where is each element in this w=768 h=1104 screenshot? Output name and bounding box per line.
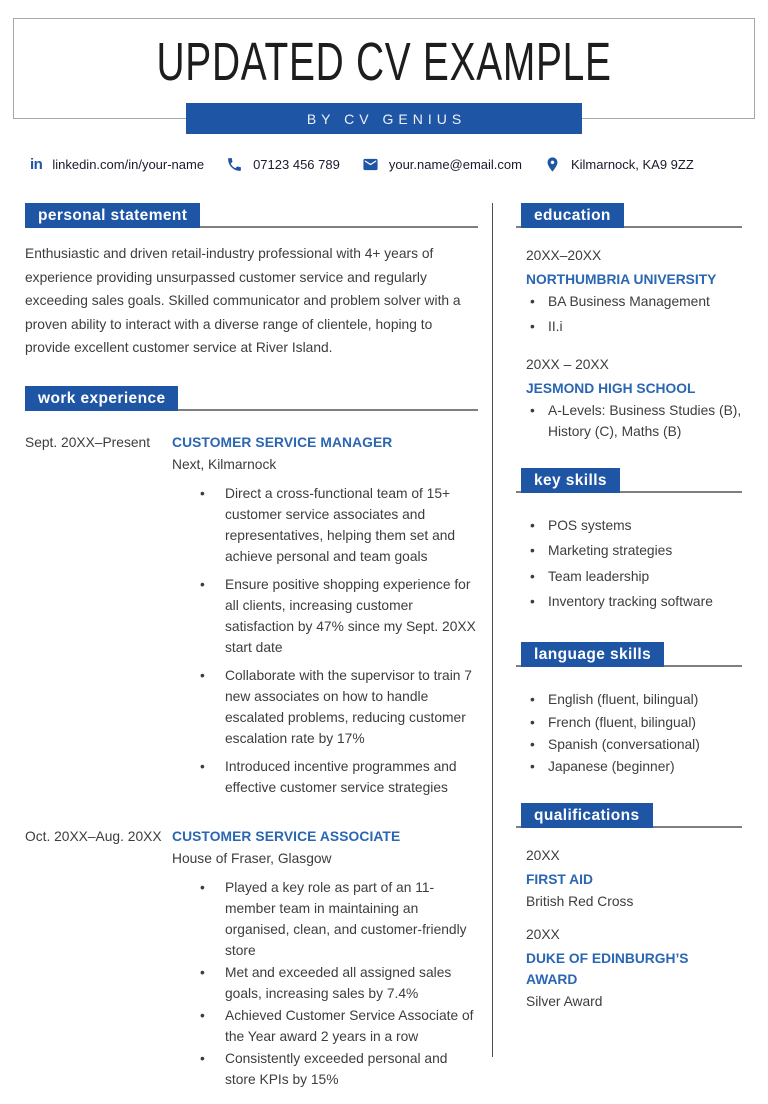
page-title: UPDATED CV EXAMPLE	[156, 31, 612, 92]
section-personal-statement	[25, 203, 478, 360]
key-skill-item: • Team leadership	[526, 566, 742, 587]
job-details	[172, 432, 478, 805]
school-bullet: • II.i	[526, 316, 742, 337]
school-name: JESMOND HIGH SCHOOL	[526, 380, 696, 396]
key-skills-list	[526, 515, 742, 612]
email-label: your.name@email.com	[388, 157, 522, 172]
qualification-title: DUKE OF EDINBURGH’S AWARD	[526, 950, 689, 987]
linkedin-label: linkedin.com/in/your-name	[52, 157, 205, 172]
section-education	[516, 203, 742, 442]
main-content	[0, 203, 768, 1091]
section-language-skills	[516, 642, 742, 777]
linkedin-link[interactable]	[30, 157, 204, 172]
email-link[interactable]	[362, 156, 522, 173]
personal-statement-heading	[25, 203, 478, 228]
work-experience-heading	[25, 386, 478, 411]
job-list	[25, 432, 478, 1091]
job-title: CUSTOMER SERVICE MANAGER	[172, 434, 393, 450]
location-item[interactable]	[544, 156, 694, 173]
section-heading-label: qualifications	[521, 803, 653, 828]
job-dates: Oct. 20XX–Aug. 20XX	[25, 828, 162, 844]
job-bullet: • Introduced incentive programmes and effective customer service strategies	[172, 756, 478, 798]
key-skills-content	[516, 515, 742, 612]
location-pin-icon	[544, 156, 561, 173]
column-divider	[492, 203, 493, 1057]
envelope-icon	[362, 156, 379, 173]
section-heading-label: language skills	[521, 642, 664, 667]
school-list	[516, 245, 742, 442]
section-heading-label: personal statement	[25, 203, 200, 228]
section-work-experience	[25, 386, 478, 1091]
school-bullet-list	[526, 291, 742, 338]
job-title: CUSTOMER SERVICE ASSOCIATE	[172, 828, 401, 844]
byline-banner	[186, 103, 582, 134]
qualification-entry	[526, 924, 742, 1012]
school-bullet: • BA Business Management	[526, 291, 742, 312]
qualification-org: British Red Cross	[526, 893, 634, 909]
right-column	[516, 203, 742, 1091]
qualification-org: Silver Award	[526, 993, 603, 1009]
school-entry	[526, 245, 742, 338]
linkedin-icon: in	[30, 156, 43, 173]
language-skills-heading	[516, 642, 742, 667]
job-bullet: • Achieved Customer Service Associate of the Year award 2 years in a row	[172, 1005, 478, 1047]
key-skill-item: • Inventory tracking software	[526, 591, 742, 612]
section-qualifications	[516, 803, 742, 1012]
job-entry	[25, 826, 478, 1091]
language-skill-item: • Japanese (beginner)	[526, 756, 742, 777]
key-skills-heading	[516, 468, 742, 493]
school-bullet-list	[526, 400, 742, 443]
section-heading-label: work experience	[25, 386, 178, 411]
phone-label: 07123 456 789	[253, 157, 340, 172]
qualification-title: FIRST AID	[526, 871, 593, 887]
school-name: NORTHUMBRIA UNIVERSITY	[526, 272, 717, 287]
section-key-skills	[516, 468, 742, 612]
school-bullet: • A-Levels: Business Studies (B), History (C), Maths (B)	[526, 400, 742, 443]
education-heading	[516, 203, 742, 228]
job-bullet: • Played a key role as part of an 11-member team in maintaining an organised, clean, and customer-friendly store	[172, 877, 478, 961]
job-company: House of Fraser, Glasgow	[172, 850, 332, 866]
job-bullet: • Met and exceeded all assigned sales goals, increasing sales by 7.4%	[172, 962, 478, 1004]
section-heading-label: education	[521, 203, 624, 228]
job-bullet: • Consistently exceeded personal and store KPIs by 15%	[172, 1048, 478, 1090]
job-details	[172, 826, 478, 1091]
language-skills-content	[516, 689, 742, 777]
school-dates: 20XX–20XX	[526, 248, 602, 263]
job-bullet: • Ensure positive shopping experience for all clients, increasing customer satisfaction by 47% since my Sept. 20XX start date	[172, 574, 478, 658]
key-skill-item: • Marketing strategies	[526, 540, 742, 561]
school-dates: 20XX – 20XX	[526, 356, 609, 372]
qualification-year: 20XX	[526, 926, 560, 942]
language-skill-item: • Spanish (conversational)	[526, 734, 742, 755]
left-column	[25, 203, 478, 1091]
qualification-list	[516, 845, 742, 1012]
school-entry	[526, 354, 742, 443]
qualifications-heading	[516, 803, 742, 828]
phone-link[interactable]	[226, 156, 340, 173]
job-bullet: • Collaborate with the supervisor to train 7 new associates on how to handle escalated problems, reducing customer escalation rate by 17%	[172, 665, 478, 749]
qualification-entry	[526, 845, 742, 912]
location-label: Kilmarnock, KA9 9ZZ	[570, 157, 694, 172]
phone-icon	[226, 156, 243, 173]
job-dates: Sept. 20XX–Present	[25, 434, 151, 450]
job-bullet: • Direct a cross-functional team of 15+ customer service associates and representatives, helping them set and achieve personal and team goals	[172, 483, 478, 567]
contact-bar	[30, 156, 768, 173]
key-skill-item: • POS systems	[526, 515, 742, 536]
language-skill-item: • English (fluent, bilingual)	[526, 689, 742, 710]
section-heading-label: key skills	[521, 468, 620, 493]
personal-statement-text: Enthusiastic and driven retail-industry professional with 4+ years of experience providing unsurpassed customer service and regularly exceeding sales goals. Skilled communicator and problem solver with a proven ability to interact with a diverse range of clientele, hoping to provide excellent customer service at River Island.	[25, 246, 461, 355]
job-bullet-list	[172, 483, 478, 798]
byline-text: BY CV GENIUS	[306, 110, 467, 127]
language-skills-list	[526, 689, 742, 777]
qualification-year: 20XX	[526, 847, 560, 863]
job-company: Next, Kilmarnock	[172, 456, 277, 472]
job-bullet-list	[172, 877, 478, 1090]
header-title-box	[13, 18, 755, 127]
job-entry	[25, 432, 478, 805]
language-skill-item: • French (fluent, bilingual)	[526, 712, 742, 733]
